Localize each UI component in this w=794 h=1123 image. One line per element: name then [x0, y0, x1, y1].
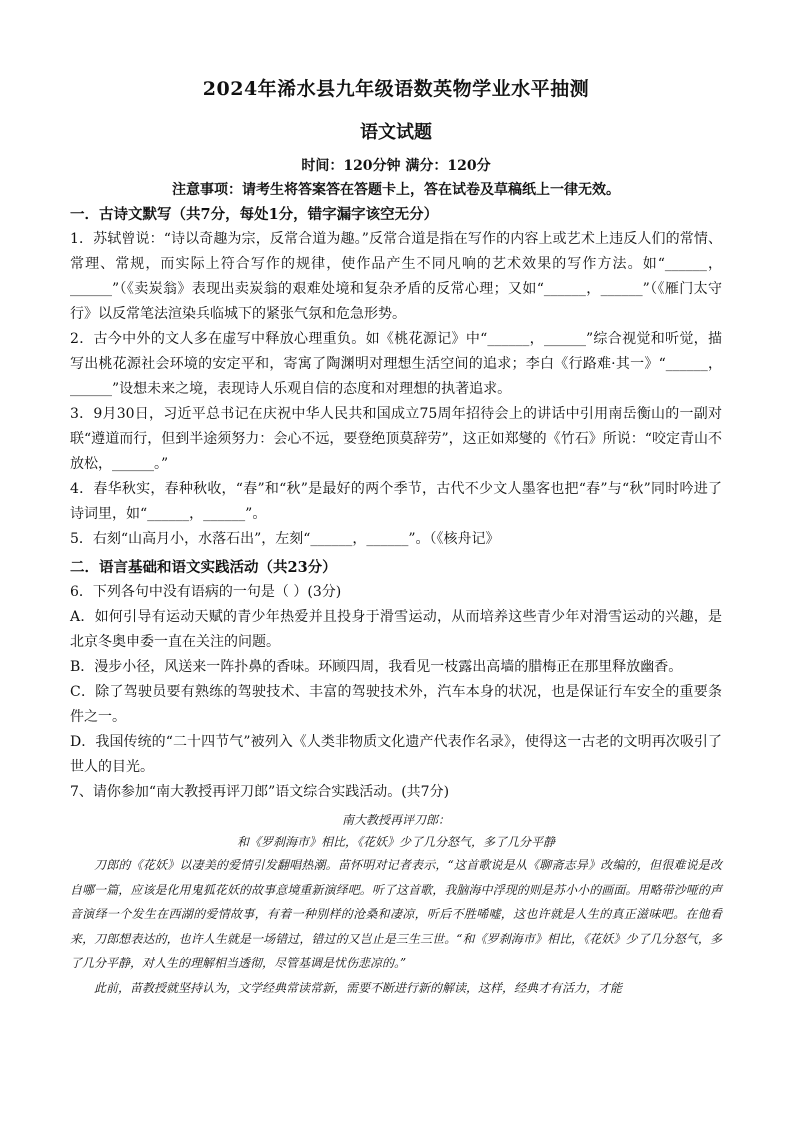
- question-6-option-b: B．漫步小径，风送来一阵扑鼻的香味。环顾四周，我看见一枝露出高墙的腊梅正在那里释放幽香。: [70, 659, 683, 675]
- article-subtitle: 和《罗刹海市》相比，《花妖》少了几分怒气，多了几分平静: [236, 835, 555, 849]
- question-1: 1．苏轼曾说：“诗以奇趣为宗，反常合道为趣。”反常合道是指在写作的内容上或艺术上违反人们的常情、常理、常规，而实际上符合写作的规律，使作品产生不同凡响的艺术效果的写作方法。如“______，______”（《卖炭翁》表现出卖炭翁的艰难处境和复杂矛盾的反常心理；又如“______，______”（《雁门太守行》以反常笔法渲染兵临城下的紧张气氛和危急形势。: [70, 231, 722, 322]
- question-2: 2．古今中外的文人多在虚写中释放心理重负。如《桃花源记》中“______，______”综合视觉和听觉，描写出桃花源社会环境的安定平和，寄寓了陶渊明对理想生活空间的追求；李白《行路难·其一》“______，______”设想未来之境，表现诗人乐观自信的态度和对理想的执著追求。: [70, 331, 722, 397]
- question-6-option-c: C．除了驾驶员要有熟练的驾驶技术、丰富的驾驶技术外，汽车本身的状况，也是保证行车安全的重要条件之一。: [70, 684, 722, 725]
- exam-time-score: 时间：120分钟 满分：120分: [301, 158, 491, 174]
- section-heading-2: 二．语言基础和语文实践活动（共23分）: [70, 559, 337, 576]
- article-paragraph-2: 此前，苗教授就坚持认为，文学经典常读常新，需要不断进行新的解读，这样，经典才有活力，才能: [94, 980, 623, 995]
- question-6: 6．下列各句中没有语病的一句是（ ）(3分): [70, 584, 342, 600]
- article-paragraph-1: 刀郎的《花妖》以凄美的爱情引发翻唱热潮。苗怀明对记者表示，“这首歌说是从《聊斋志异》改编的，但很难说是改自哪一篇，应该是化用鬼狐花妖的故事意境重新演绎吧。听了这首歌，我脑海中浮现的则是苏小小的画面。用略带沙哑的声音演绎一个发生在西湖的爱情故事，有着一种别样的沧桑和凄凉，听后不胜唏嘘，这也许就是人生的真正滋味吧。在他看来，刀郎想表达的，也许人生就是一场错过，错过的又岂止是三生三世。“和《罗刹海市》相比，《花妖》少了几分怒气，多了几分平静，对人生的理解相当透彻，尽管基调是忧伤悲凉的。”: [70, 858, 722, 970]
- question-6-option-d: D．我国传统的“二十四节气”被列入《人类非物质文化遗产代表作名录》，使得这一古老的文明再次吸引了世人的目光。: [70, 734, 722, 775]
- question-4: 4．春华秋实，春种秋收，“春”和“秋”是最好的两个季节，古代不少文人墨客也把“春”与“秋”同时吟进了诗词里，如“______，______”。: [70, 481, 722, 522]
- exam-subtitle: 语文试题: [360, 122, 432, 143]
- section-heading-1: 一．古诗文默写（共7分，每处1分，错字漏字该空无分）: [70, 206, 439, 223]
- article-body: [70, 853, 722, 1000]
- question-7: 7、请你参加“南大教授再评刀郎”语文综合实践活动。(共7分): [70, 784, 450, 800]
- article-title: 南大教授再评刀郎：: [341, 813, 450, 827]
- exam-title: 2024年浠水县九年级语数英物学业水平抽测: [202, 78, 590, 100]
- question-5: 5．右刻“山高月小，水落石出”，左刻“______，______”。（《核舟记》: [70, 531, 500, 547]
- question-6-option-a: A．如何引导有运动天赋的青少年热爱并且投身于滑雪运动，从而培养这些青少年对滑雪运动的兴趣，是北京冬奥申委一直在关注的问题。: [70, 609, 722, 650]
- question-3: 3．9月30日，习近平总书记在庆祝中华人民共和国成立75周年招待会上的讲话中引用南岳衡山的一副对联“遵道而行，但到半途须努力：会心不远，要登绝顶莫辞劳”，这正如郑燮的《竹石》所说：“咬定青山不放松，______。”: [70, 406, 722, 472]
- exam-notice: 注意事项：请考生将答案答在答题卡上，答在试卷及草稿纸上一律无效。: [172, 182, 620, 198]
